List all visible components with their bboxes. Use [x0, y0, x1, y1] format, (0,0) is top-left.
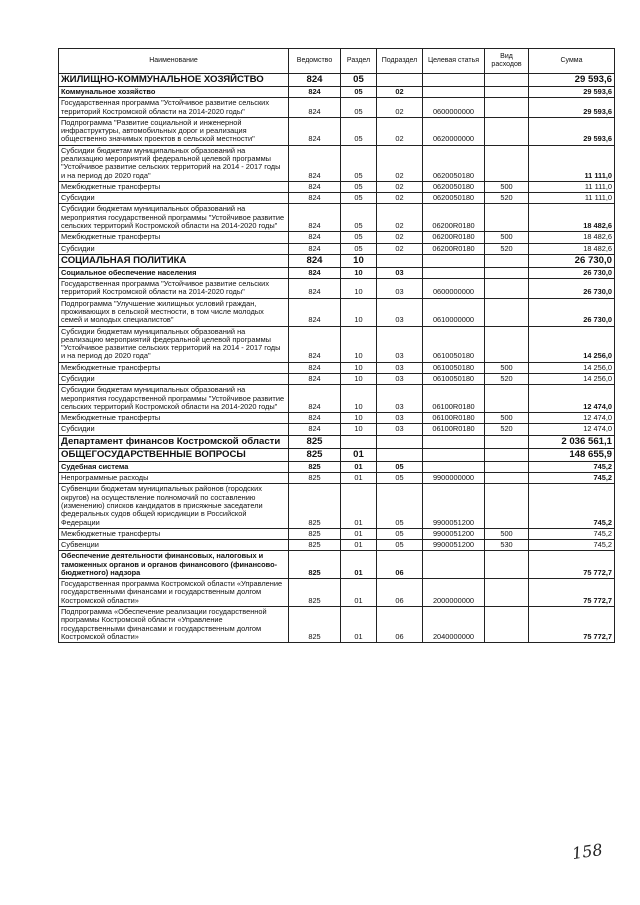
cell-name: ЖИЛИЩНО-КОММУНАЛЬНОЕ ХОЗЯЙСТВО [59, 74, 289, 87]
table-row [59, 551, 615, 579]
cell-section: 05 [341, 98, 377, 118]
cell-dept: 824 [289, 117, 341, 145]
cell-expense-type: 500 [485, 232, 529, 243]
table-row [59, 254, 615, 267]
budget-table [58, 48, 615, 643]
cell-subsection [377, 74, 423, 87]
header-name: Наименование [59, 49, 289, 74]
cell-name: ОБЩЕГОСУДАРСТВЕННЫЕ ВОПРОСЫ [59, 448, 289, 461]
table-row [59, 385, 615, 413]
cell-expense-type [485, 579, 529, 607]
cell-subsection: 02 [377, 243, 423, 254]
header-section: Раздел [341, 49, 377, 74]
cell-name: Субсидии бюджетам муниципальных образований на реализацию мероприятий федеральной целевой программы "Устойчивое развитие сельских территорий на 2014 - 2017 годы и на период до 2020 года" [59, 145, 289, 181]
cell-name: Субсидии [59, 193, 289, 204]
cell-name: Субсидии бюджетам муниципальных образований на мероприятия государственной программы "Устойчивое развитие сельских территорий Костромской области на 2014-2020 годы" [59, 385, 289, 413]
cell-dept: 824 [289, 279, 341, 299]
cell-sum: 75 772,7 [529, 551, 615, 579]
cell-dept: 824 [289, 243, 341, 254]
cell-expense-type: 500 [485, 181, 529, 192]
cell-target: 9900051200 [423, 540, 485, 551]
cell-dept: 825 [289, 551, 341, 579]
cell-target [423, 551, 485, 579]
cell-section: 01 [341, 528, 377, 539]
cell-expense-type [485, 204, 529, 232]
cell-sum: 26 730,0 [529, 279, 615, 299]
cell-subsection: 03 [377, 385, 423, 413]
cell-target: 0610050180 [423, 374, 485, 385]
cell-target: 06200R0180 [423, 204, 485, 232]
table-row [59, 204, 615, 232]
cell-section: 05 [341, 145, 377, 181]
cell-subsection: 03 [377, 279, 423, 299]
table-header-row [59, 49, 615, 74]
cell-name: Государственная программа "Устойчивое развитие сельских территорий Костромской области на 2014-2020 годы" [59, 279, 289, 299]
header-subsection: Подраздел [377, 49, 423, 74]
cell-section: 01 [341, 461, 377, 472]
cell-sum: 745,2 [529, 461, 615, 472]
cell-target: 0610050180 [423, 362, 485, 373]
cell-section: 10 [341, 362, 377, 373]
cell-subsection: 05 [377, 540, 423, 551]
table-row [59, 74, 615, 87]
cell-name: Судебная система [59, 461, 289, 472]
cell-sum: 745,2 [529, 528, 615, 539]
cell-section: 05 [341, 74, 377, 87]
table-row [59, 193, 615, 204]
cell-section: 10 [341, 279, 377, 299]
cell-target: 0600000000 [423, 98, 485, 118]
cell-sum: 14 256,0 [529, 326, 615, 362]
cell-section: 10 [341, 424, 377, 435]
cell-sum: 14 256,0 [529, 362, 615, 373]
table-row [59, 579, 615, 607]
cell-section: 01 [341, 473, 377, 484]
cell-dept: 825 [289, 484, 341, 528]
cell-section: 01 [341, 607, 377, 643]
cell-sum: 12 474,0 [529, 413, 615, 424]
cell-dept: 825 [289, 461, 341, 472]
cell-subsection: 05 [377, 461, 423, 472]
cell-subsection: 03 [377, 413, 423, 424]
table-row [59, 374, 615, 385]
table-row [59, 424, 615, 435]
cell-dept: 824 [289, 413, 341, 424]
table-row [59, 243, 615, 254]
header-expense-type: Вид расходов [485, 49, 529, 74]
cell-name: Обеспечение деятельности финансовых, налоговых и таможенных органов и органов финансового (финансово-бюджетного) надзора [59, 551, 289, 579]
cell-target: 0620050180 [423, 181, 485, 192]
cell-name: Субвенции [59, 540, 289, 551]
table-row [59, 181, 615, 192]
cell-sum: 18 482,6 [529, 232, 615, 243]
cell-subsection: 03 [377, 362, 423, 373]
cell-section [341, 435, 377, 448]
cell-subsection: 03 [377, 326, 423, 362]
cell-target [423, 254, 485, 267]
cell-expense-type: 530 [485, 540, 529, 551]
cell-expense-type [485, 87, 529, 98]
cell-subsection: 02 [377, 204, 423, 232]
cell-sum: 26 730,0 [529, 254, 615, 267]
cell-section: 05 [341, 181, 377, 192]
cell-subsection: 02 [377, 232, 423, 243]
cell-section: 10 [341, 385, 377, 413]
table-row [59, 607, 615, 643]
cell-sum: 2 036 561,1 [529, 435, 615, 448]
cell-name: Субвенции бюджетам муниципальных районов (городских округов) на осуществление полномочий по составлению (изменению) списков кандидатов в присяжные заседатели федеральных судов общей юрисдикции в Российской Федерации [59, 484, 289, 528]
cell-name: Подпрограмма "Развитие социальной и инженерной инфраструктуры, автомобильных дорог и реализация общественно значимых проектов в сельской местности" [59, 117, 289, 145]
cell-target: 0610050180 [423, 326, 485, 362]
table-row [59, 117, 615, 145]
cell-expense-type: 520 [485, 374, 529, 385]
cell-subsection: 02 [377, 98, 423, 118]
cell-expense-type [485, 298, 529, 326]
cell-dept: 824 [289, 87, 341, 98]
cell-name: Межбюджетные трансферты [59, 181, 289, 192]
cell-target: 9900051200 [423, 528, 485, 539]
cell-dept: 824 [289, 74, 341, 87]
cell-section: 01 [341, 551, 377, 579]
cell-expense-type: 520 [485, 424, 529, 435]
cell-expense-type [485, 326, 529, 362]
cell-sum: 14 256,0 [529, 374, 615, 385]
cell-sum: 26 730,0 [529, 298, 615, 326]
cell-target: 06100R0180 [423, 424, 485, 435]
cell-sum: 26 730,0 [529, 267, 615, 278]
table-row [59, 484, 615, 528]
cell-target [423, 74, 485, 87]
cell-target: 0610000000 [423, 298, 485, 326]
cell-name: Межбюджетные трансферты [59, 232, 289, 243]
cell-subsection: 06 [377, 607, 423, 643]
cell-dept: 824 [289, 232, 341, 243]
cell-dept: 824 [289, 424, 341, 435]
cell-dept: 825 [289, 579, 341, 607]
cell-subsection [377, 435, 423, 448]
cell-dept: 824 [289, 193, 341, 204]
cell-expense-type [485, 551, 529, 579]
table-row [59, 298, 615, 326]
table-row [59, 473, 615, 484]
cell-target [423, 448, 485, 461]
cell-dept: 824 [289, 326, 341, 362]
cell-name: Субсидии [59, 374, 289, 385]
cell-name: Субсидии бюджетам муниципальных образований на реализацию мероприятий федеральной целевой программы "Устойчивое развитие сельских территорий на 2014 - 2017 годы и на период до 2020 года" [59, 326, 289, 362]
cell-sum: 11 111,0 [529, 145, 615, 181]
table-row [59, 279, 615, 299]
header-target: Целевая статья [423, 49, 485, 74]
cell-subsection: 02 [377, 87, 423, 98]
cell-dept: 825 [289, 540, 341, 551]
cell-subsection [377, 448, 423, 461]
cell-expense-type [485, 461, 529, 472]
table-body [59, 74, 615, 643]
cell-dept: 824 [289, 204, 341, 232]
cell-expense-type [485, 448, 529, 461]
cell-target: 9900051200 [423, 484, 485, 528]
table-row [59, 267, 615, 278]
cell-target [423, 461, 485, 472]
cell-expense-type [485, 98, 529, 118]
cell-expense-type [485, 607, 529, 643]
cell-dept: 825 [289, 448, 341, 461]
cell-name: Государственная программа "Устойчивое развитие сельских территорий Костромской области на 2014-2020 годы" [59, 98, 289, 118]
table-row [59, 362, 615, 373]
cell-sum: 12 474,0 [529, 424, 615, 435]
cell-target: 06200R0180 [423, 243, 485, 254]
cell-name: Межбюджетные трансферты [59, 413, 289, 424]
cell-section: 10 [341, 326, 377, 362]
cell-sum: 29 593,6 [529, 74, 615, 87]
cell-subsection: 05 [377, 484, 423, 528]
cell-name: Подпрограмма «Обеспечение реализации государственной программы Костромской области «Управление государственными финансами и государственным долгом Костромской области» [59, 607, 289, 643]
cell-sum: 75 772,7 [529, 579, 615, 607]
cell-dept: 824 [289, 98, 341, 118]
cell-dept: 825 [289, 435, 341, 448]
cell-expense-type [485, 473, 529, 484]
cell-target: 2040000000 [423, 607, 485, 643]
table-row [59, 413, 615, 424]
cell-target: 0600000000 [423, 279, 485, 299]
table-row [59, 448, 615, 461]
cell-expense-type: 520 [485, 193, 529, 204]
cell-name: Социальное обеспечение населения [59, 267, 289, 278]
cell-sum: 148 655,9 [529, 448, 615, 461]
table-row [59, 461, 615, 472]
cell-subsection: 03 [377, 298, 423, 326]
cell-target: 9900000000 [423, 473, 485, 484]
cell-dept: 825 [289, 528, 341, 539]
cell-expense-type [485, 117, 529, 145]
table-row [59, 528, 615, 539]
cell-name: Департамент финансов Костромской области [59, 435, 289, 448]
cell-target [423, 435, 485, 448]
cell-dept: 824 [289, 298, 341, 326]
cell-sum: 29 593,6 [529, 87, 615, 98]
cell-sum: 18 482,6 [529, 243, 615, 254]
cell-subsection: 06 [377, 579, 423, 607]
cell-sum: 18 482,6 [529, 204, 615, 232]
cell-target: 06100R0180 [423, 385, 485, 413]
cell-sum: 11 111,0 [529, 193, 615, 204]
cell-name: Межбюджетные трансферты [59, 362, 289, 373]
cell-dept: 824 [289, 385, 341, 413]
cell-sum: 745,2 [529, 473, 615, 484]
cell-subsection: 02 [377, 193, 423, 204]
cell-expense-type: 500 [485, 413, 529, 424]
cell-target [423, 87, 485, 98]
page-number: 158 [570, 839, 604, 864]
cell-subsection: 03 [377, 374, 423, 385]
cell-expense-type [485, 145, 529, 181]
cell-target: 0620050180 [423, 145, 485, 181]
cell-sum: 745,2 [529, 484, 615, 528]
table-row [59, 326, 615, 362]
cell-subsection: 02 [377, 181, 423, 192]
cell-dept: 824 [289, 267, 341, 278]
cell-sum: 11 111,0 [529, 181, 615, 192]
cell-section: 05 [341, 87, 377, 98]
cell-dept: 825 [289, 607, 341, 643]
cell-expense-type [485, 385, 529, 413]
table-row [59, 145, 615, 181]
cell-sum: 75 772,7 [529, 607, 615, 643]
cell-expense-type: 500 [485, 362, 529, 373]
cell-section: 10 [341, 267, 377, 278]
cell-subsection: 06 [377, 551, 423, 579]
cell-name: Субсидии бюджетам муниципальных образований на мероприятия государственной программы "Устойчивое развитие сельских территорий Костромской области на 2014-2020 годы" [59, 204, 289, 232]
cell-name: СОЦИАЛЬНАЯ ПОЛИТИКА [59, 254, 289, 267]
cell-target: 2000000000 [423, 579, 485, 607]
cell-section: 05 [341, 204, 377, 232]
cell-section: 01 [341, 448, 377, 461]
table-row [59, 435, 615, 448]
cell-name: Субсидии [59, 424, 289, 435]
cell-section: 05 [341, 193, 377, 204]
cell-subsection: 05 [377, 528, 423, 539]
cell-target: 06200R0180 [423, 232, 485, 243]
cell-expense-type: 520 [485, 243, 529, 254]
cell-name: Подпрограмма "Улучшение жилищных условий граждан, проживающих в сельской местности, в том числе молодых семей и молодых специалистов" [59, 298, 289, 326]
cell-target: 06100R0180 [423, 413, 485, 424]
cell-subsection: 03 [377, 424, 423, 435]
cell-subsection: 02 [377, 117, 423, 145]
cell-section: 05 [341, 232, 377, 243]
cell-expense-type [485, 279, 529, 299]
cell-expense-type: 500 [485, 528, 529, 539]
cell-section: 01 [341, 579, 377, 607]
cell-section: 10 [341, 298, 377, 326]
cell-section: 05 [341, 117, 377, 145]
cell-expense-type [485, 484, 529, 528]
cell-dept: 824 [289, 145, 341, 181]
cell-expense-type [485, 254, 529, 267]
cell-section: 10 [341, 374, 377, 385]
cell-dept: 824 [289, 181, 341, 192]
cell-subsection: 02 [377, 145, 423, 181]
cell-target: 0620050180 [423, 193, 485, 204]
table-row [59, 232, 615, 243]
cell-dept: 824 [289, 362, 341, 373]
cell-expense-type [485, 74, 529, 87]
cell-dept: 824 [289, 254, 341, 267]
cell-sum: 12 474,0 [529, 385, 615, 413]
cell-sum: 29 593,6 [529, 98, 615, 118]
cell-dept: 824 [289, 374, 341, 385]
cell-subsection: 05 [377, 473, 423, 484]
cell-name: Коммунальное хозяйство [59, 87, 289, 98]
table-row [59, 540, 615, 551]
cell-name: Субсидии [59, 243, 289, 254]
header-sum: Сумма [529, 49, 615, 74]
cell-name: Непрограммные расходы [59, 473, 289, 484]
table-row [59, 98, 615, 118]
cell-section: 05 [341, 243, 377, 254]
cell-name: Государственная программа Костромской области «Управление государственными финансами и государственным долгом Костромской области» [59, 579, 289, 607]
cell-expense-type [485, 267, 529, 278]
table-row [59, 87, 615, 98]
cell-subsection: 03 [377, 267, 423, 278]
cell-expense-type [485, 435, 529, 448]
cell-sum: 745,2 [529, 540, 615, 551]
cell-name: Межбюджетные трансферты [59, 528, 289, 539]
cell-section: 01 [341, 484, 377, 528]
cell-section: 01 [341, 540, 377, 551]
cell-subsection [377, 254, 423, 267]
cell-section: 10 [341, 254, 377, 267]
cell-section: 10 [341, 413, 377, 424]
header-dept: Ведомство [289, 49, 341, 74]
cell-dept: 825 [289, 473, 341, 484]
cell-target [423, 267, 485, 278]
cell-target: 0620000000 [423, 117, 485, 145]
cell-sum: 29 593,6 [529, 117, 615, 145]
